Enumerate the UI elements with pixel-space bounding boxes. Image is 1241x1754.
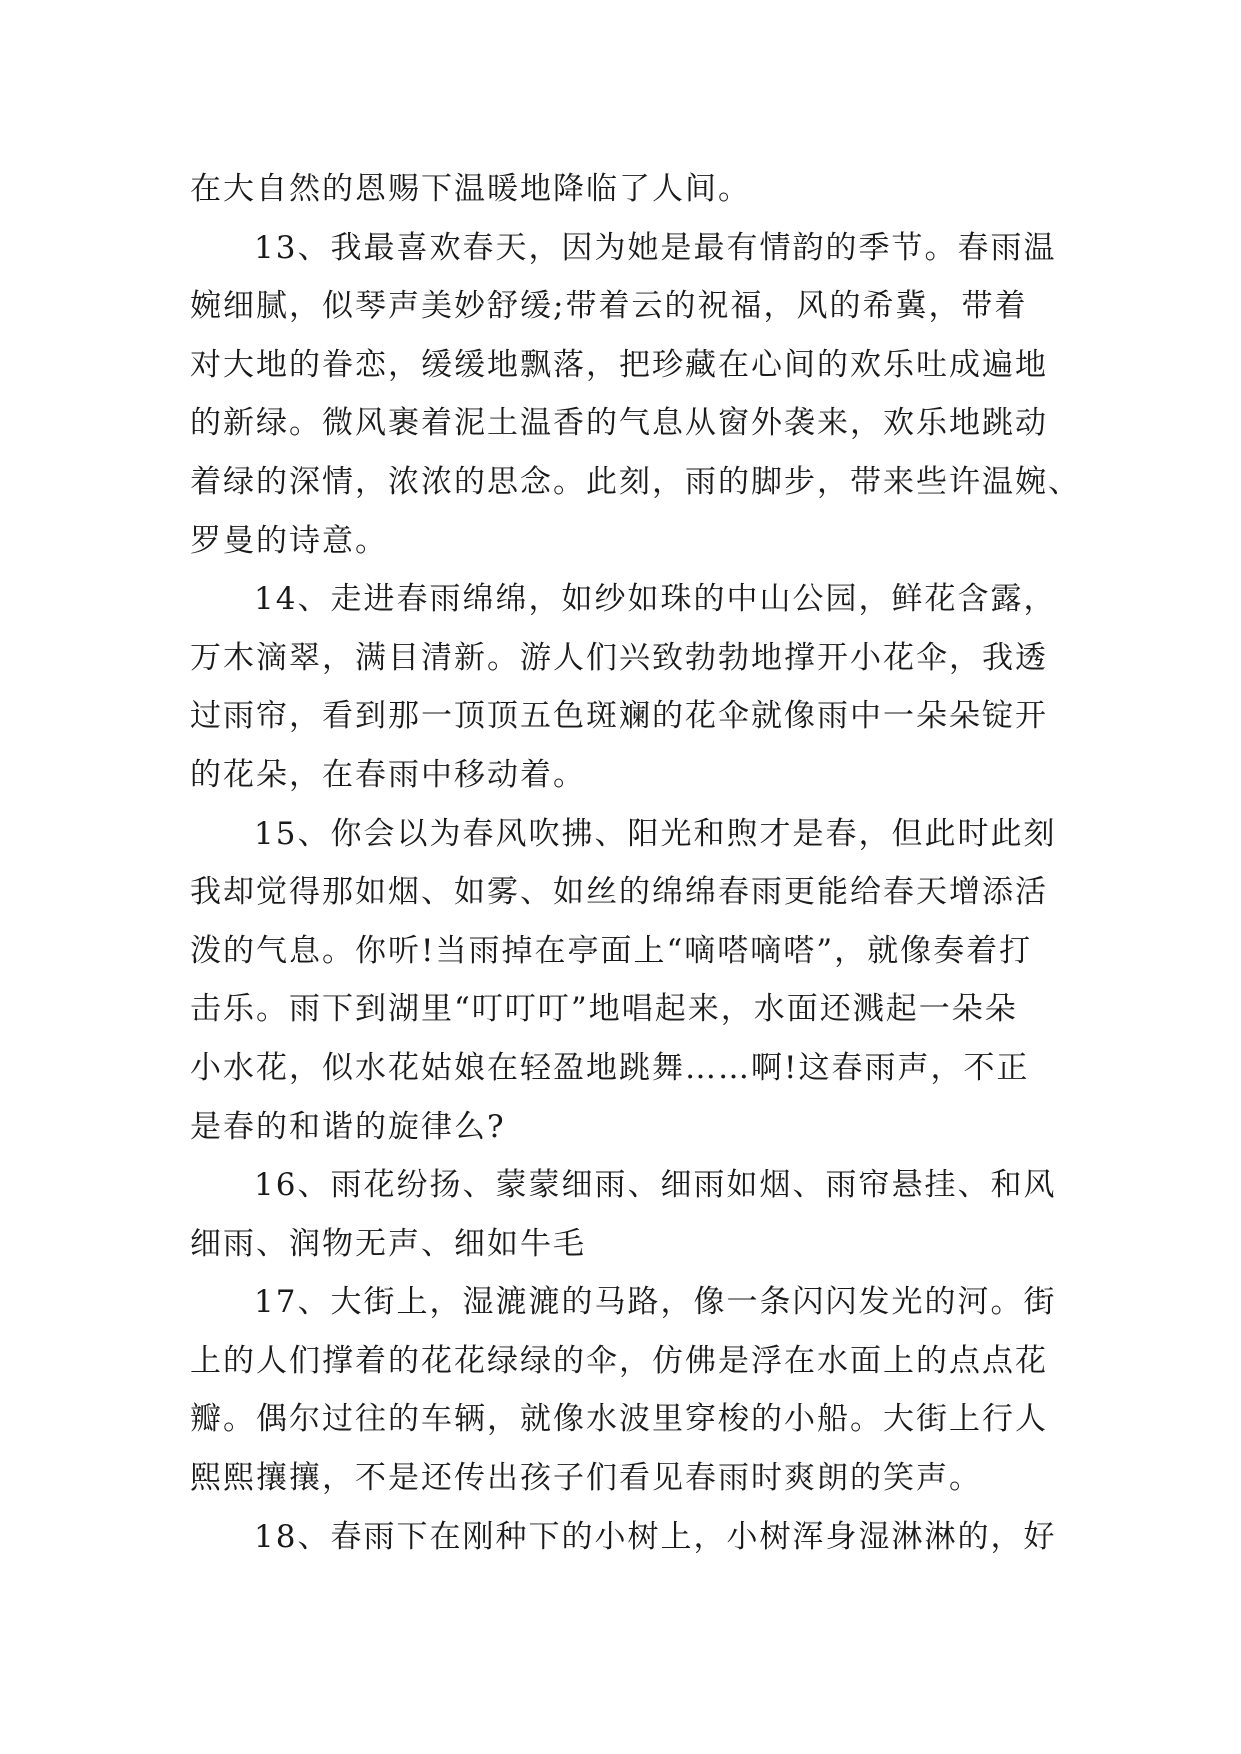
text-line: 泼的气息。你听!当雨掉在亭面上“嘀嗒嘀嗒”，就像奏着打 — [190, 932, 1033, 969]
text-line: 17、大街上，湿漉漉的马路，像一条闪闪发光的河。街 — [254, 1284, 1057, 1321]
text-line: 是春的和谐的旋律么? — [190, 1108, 506, 1145]
text-line: 我却觉得那如烟、如雾、如丝的绵绵春雨更能给春天增添活 — [190, 874, 1048, 911]
text-line: 在大自然的恩赐下温暖地降临了人间。 — [190, 171, 751, 207]
text-line: 击乐。雨下到湖里“叮叮叮”地唱起来，水面还溅起一朵朵 — [190, 991, 1018, 1028]
document-body — [190, 160, 1081, 1566]
text-line: 上的人们撑着的花花绿绿的伞，仿佛是浮在水面上的点点花 — [190, 1342, 1048, 1379]
text-line: 对大地的眷恋，缓缓地飘落，把珍藏在心间的欢乐吐成遍地 — [190, 346, 1048, 383]
text-line: 过雨帘，看到那一顶顶五色斑斓的花伞就像雨中一朵朵锭开 — [190, 698, 1048, 735]
text-line: 的新绿。微风裹着泥土温香的气息从窗外袭来，欢乐地跳动 — [190, 405, 1048, 442]
text-line: 16、雨花纷扬、蒙蒙细雨、细雨如烟、雨帘悬挂、和风 — [254, 1167, 1057, 1204]
text-line: 小水花，似水花姑娘在轻盈地跳舞……啊!这春雨声，不正 — [190, 1049, 1030, 1086]
text-line: 18、春雨下在刚种下的小树上，小树浑身湿淋淋的，好 — [254, 1518, 1057, 1555]
text-line: 14、走进春雨绵绵，如纱如珠的中山公园，鲜花含露， — [254, 581, 1057, 618]
text-line: 的花朵，在春雨中移动着。 — [190, 756, 586, 793]
text-line: 婉细腻，似琴声美妙舒缓;带着云的祝福，风的希冀，带着 — [190, 288, 1028, 325]
text-line: 细雨、润物无声、细如牛毛 — [190, 1225, 586, 1262]
text-line: 15、你会以为春风吹拂、阳光和煦才是春，但此时此刻 — [254, 815, 1057, 852]
text-line: 着绿的深情，浓浓的思念。此刻，雨的脚步，带来些许温婉、 — [190, 463, 1081, 500]
text-line: 瓣。偶尔过往的车辆，就像水波里穿梭的小船。大街上行人 — [190, 1401, 1048, 1438]
text-line: 熙熙攘攘，不是还传出孩子们看见春雨时爽朗的笑声。 — [190, 1460, 982, 1497]
text-line: 罗曼的诗意。 — [190, 522, 388, 559]
text-line: 万木滴翠，满目清新。游人们兴致勃勃地撑开小花伞，我透 — [190, 639, 1048, 676]
text-line: 13、我最喜欢春天，因为她是最有情韵的季节。春雨温 — [254, 229, 1057, 266]
